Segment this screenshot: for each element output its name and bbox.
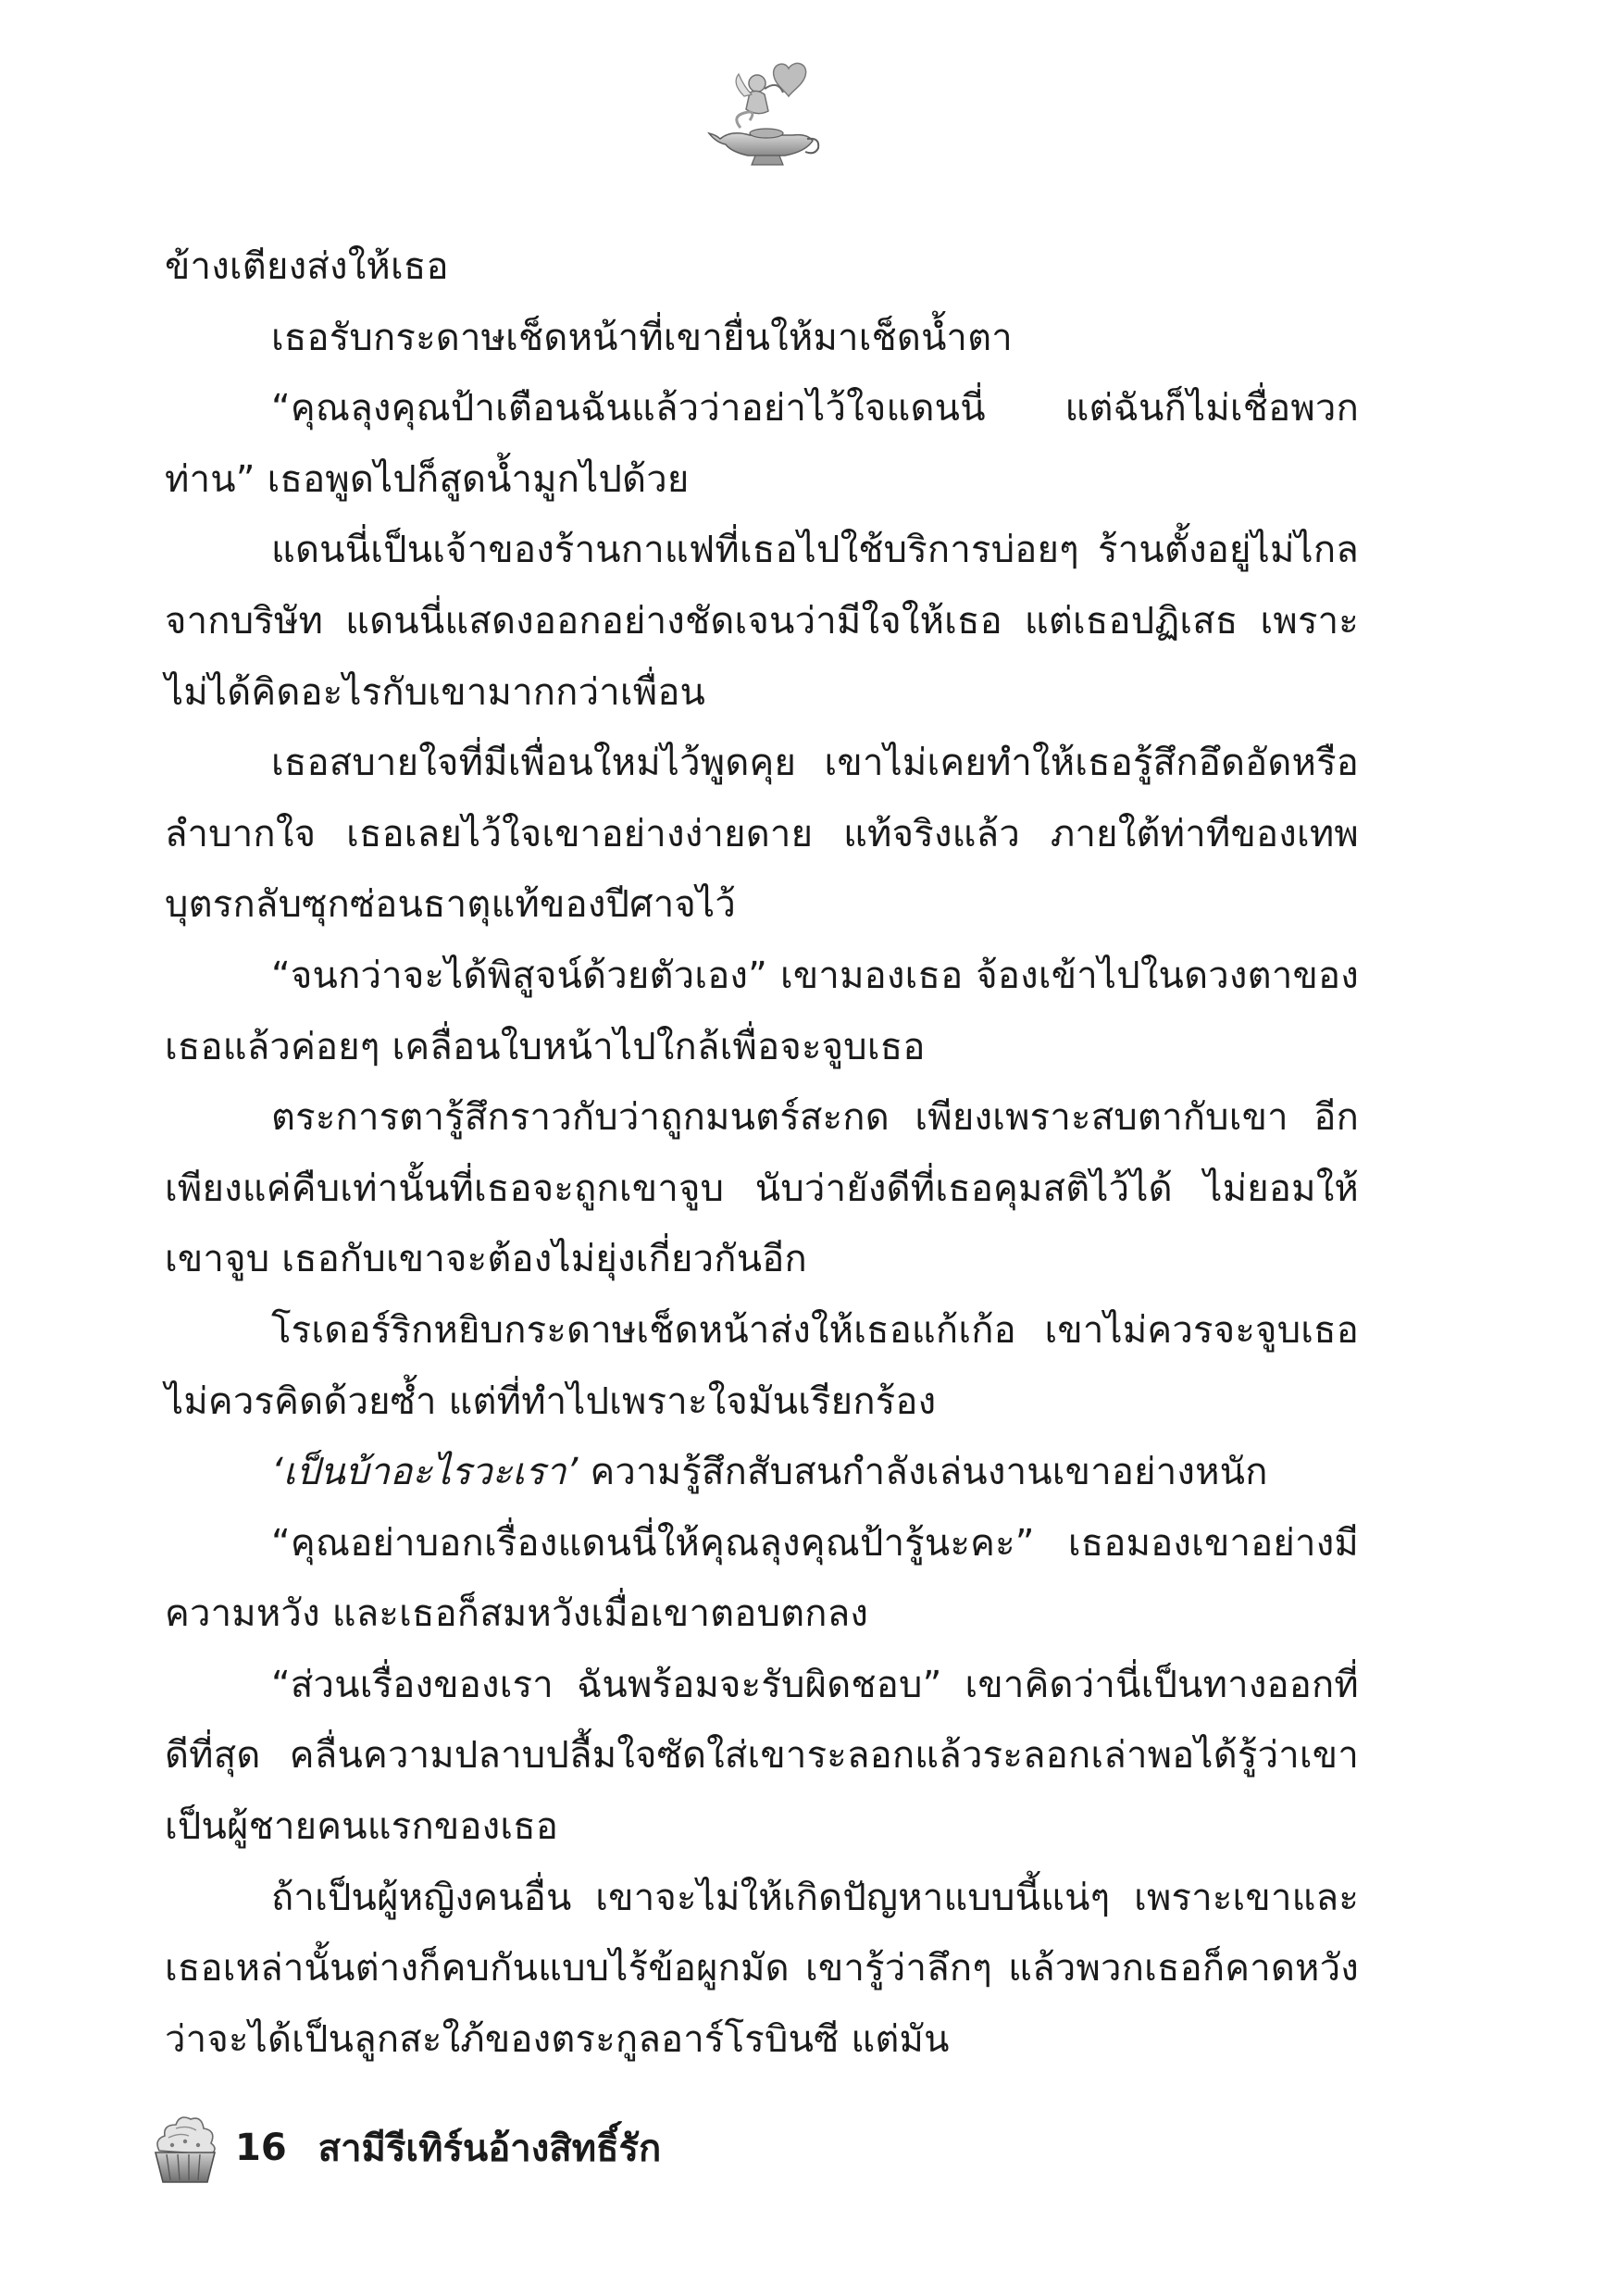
paragraph-12: ถ้าเป็นผู้หญิงคนอื่น เขาจะไม่ให้เกิดปัญหาแบบนี้แน่ๆ เพราะเขาและเธอเหล่านั้นต่างก็คบกันแบบไร้ข้อผูกมัด เขารู้ว่าลึกๆ แล้วพวกเธอก็คาดหวังว่าจะได้เป็นลูกสะใภ้ของตระกูลอาร์โรบินซี แต่มัน	[165, 1876, 1359, 2061]
paragraph-4: แดนนี่เป็นเจ้าของร้านกาแฟที่เธอไปใช้บริการบ่อยๆ ร้านตั้งอยู่ไม่ไกลจากบริษัท แดนนี่แสดงออกอย่างชัดเจนว่ามีใจให้เธอ แต่เธอปฏิเสธ เพราะไม่ได้คิดอะไรกับเขามากกว่าเพื่อน	[165, 529, 1359, 714]
paragraph-1: ข้างเตียงส่งให้เธอ	[165, 245, 449, 288]
paragraph-6: “จนกว่าจะได้พิสูจน์ด้วยตัวเอง” เขามองเธอ จ้องเข้าไปในดวงตาของเธอแล้วค่อยๆ เคลื่อนใบหน้าไปใกล้เพื่อจะจูบเธอ	[165, 954, 1359, 1068]
paragraph-11: “ส่วนเรื่องของเรา ฉันพร้อมจะรับผิดชอบ” เขาคิดว่านี่เป็นทางออกที่ดีที่สุด คลื่นความปลาบปลื้มใจซัดใส่เขาระลอกแล้วระลอกเล่าพอได้รู้ว่าเขาเป็นผู้ชายคนแรกของเธอ	[165, 1663, 1359, 1849]
paragraph-10: “คุณอย่าบอกเรื่องแดนนี่ให้คุณลุงคุณป้ารู้นะคะ” เธอมองเขาอย่างมีความหวัง และเธอก็สมหวังเมื่อเขาตอบตกลง	[165, 1521, 1359, 1636]
cupcake-icon	[148, 2108, 222, 2188]
book-title: สามีรีเทิร์นอ้างสิทธิ์รัก	[317, 2128, 662, 2170]
page-footer	[148, 2106, 661, 2190]
page-number: 16	[235, 2127, 287, 2169]
paragraph-7: ตระการตารู้สึกราวกับว่าถูกมนตร์สะกด เพียงเพราะสบตากับเขา อีกเพียงแค่คืบเท่านั้นที่เธอจะถูกเขาจูบ นับว่ายังดีที่เธอคุมสติไว้ได้ ไม่ยอมให้เขาจูบ เธอกับเขาจะต้องไม่ยุ่งเกี่ยวกันอีก	[165, 1096, 1359, 1281]
paragraph-8: โรเดอร์ริกหยิบกระดาษเช็ดหน้าส่งให้เธอแก้เก้อ เขาไม่ควรจะจูบเธอ ไม่ควรคิดด้วยซ้ำ แต่ที่ทำไปเพราะใจมันเรียกร้อง	[165, 1308, 1359, 1423]
body-text	[165, 231, 1359, 2075]
paragraph-2: เธอรับกระดาษเช็ดหน้าที่เขายื่นให้มาเช็ดน้ำตา	[271, 316, 1013, 359]
inner-thought: ‘เป็นบ้าอะไรวะเรา’	[271, 1451, 579, 1494]
paragraph-3: “คุณลุงคุณป้าเตือนฉันแล้วว่าอย่าไว้ใจแดนนี่ แต่ฉันก็ไม่เชื่อพวกท่าน” เธอพูดไปก็สูดน้ำมูกไปด้วย	[165, 387, 1359, 501]
genie-lamp-icon	[703, 56, 824, 176]
paragraph-5: เธอสบายใจที่มีเพื่อนใหม่ไว้พูดคุย เขาไม่เคยทำให้เธอรู้สึกอึดอัดหรือลำบากใจ เธอเลยไว้ใจเขาอย่างง่ายดาย แท้จริงแล้ว ภายใต้ท่าทีของเทพบุตรกลับซุกซ่อนธาตุแท้ของปีศาจไว้	[165, 742, 1359, 927]
paragraph-9-rest: ความรู้สึกสับสนกำลังเล่นงานเขาอย่างหนัก	[578, 1451, 1268, 1494]
paragraph-9	[165, 1437, 1359, 1508]
